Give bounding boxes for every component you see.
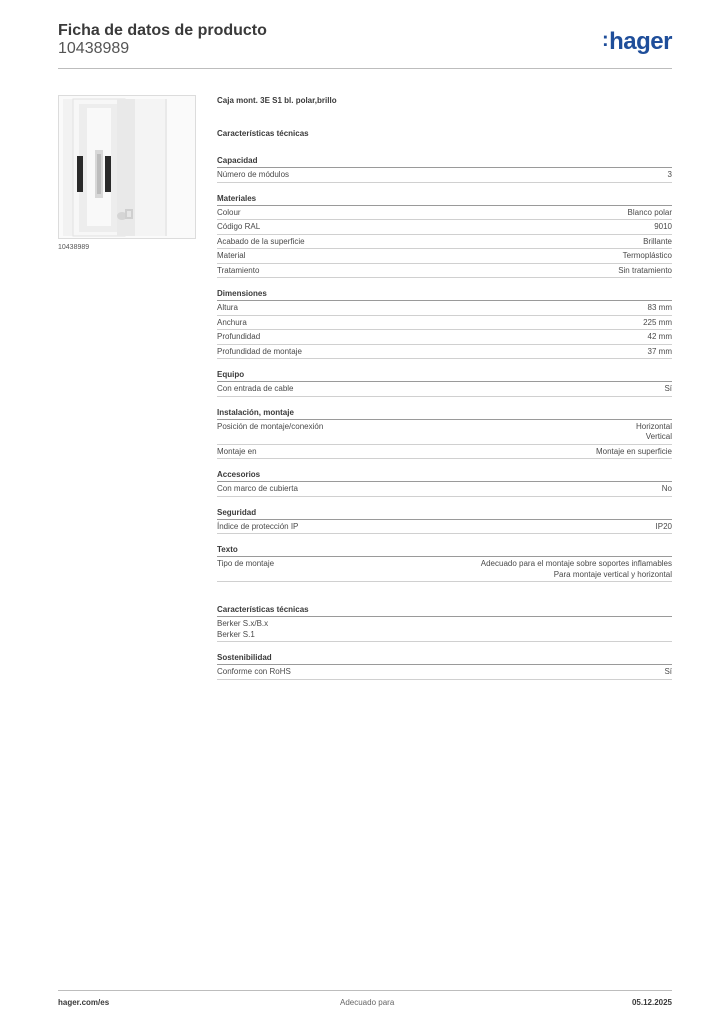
section-tech-specs-2 — [217, 604, 672, 642]
spec-label: Índice de protección IP — [217, 521, 299, 531]
spec-label: Con entrada de cable — [217, 384, 294, 393]
compat-list — [217, 617, 672, 642]
header-divider — [58, 68, 672, 69]
spec-value: Sin tratamiento — [618, 265, 672, 275]
section-capacidad — [217, 155, 672, 183]
spec-value: 225 mm — [643, 317, 672, 327]
spec-value: Sí — [664, 667, 672, 676]
spec-label: Conforme con RoHS — [217, 667, 291, 676]
section-title: Dimensiones — [217, 288, 672, 301]
spec-value — [481, 559, 672, 580]
section-title: Materiales — [217, 193, 672, 206]
section-title: Capacidad — [217, 155, 672, 168]
compat-line: Berker S.1 — [217, 629, 255, 639]
spec-value: Montaje en superficie — [595, 446, 672, 456]
spec-label: Número de módulos — [217, 170, 290, 179]
spec-row — [217, 235, 672, 250]
spec-row — [217, 316, 672, 331]
spec-value: Sí — [664, 384, 672, 393]
section-instalacion — [217, 407, 672, 460]
spec-content — [217, 96, 672, 690]
spec-value: Brillante — [643, 236, 672, 246]
spec-value: 9010 — [654, 222, 672, 231]
section-title: Seguridad — [217, 507, 672, 520]
footer-divider — [58, 990, 672, 991]
spec-row — [217, 520, 672, 535]
spec-label: Profundidad — [217, 332, 261, 341]
spec-row — [217, 420, 672, 445]
spec-value: Termoplástico — [622, 251, 672, 260]
spec-value: IP20 — [655, 521, 672, 531]
section-texto — [217, 544, 672, 582]
spec-label: Anchura — [217, 317, 247, 327]
footer-website-link[interactable]: hager.com/es — [58, 998, 110, 1007]
section-title: Equipo — [217, 369, 672, 382]
section-seguridad — [217, 507, 672, 535]
spec-value-line: Para montaje vertical y horizontal — [553, 569, 672, 579]
spec-label: Material — [217, 251, 246, 260]
spec-row — [217, 249, 672, 264]
spec-label: Acabado de la superficie — [217, 236, 305, 246]
compat-line: Berker S.x/B.x — [217, 619, 269, 628]
spec-row — [217, 301, 672, 316]
spec-value-line: Horizontal — [635, 421, 672, 431]
spec-value: Blanco polar — [627, 207, 672, 217]
spec-row — [217, 330, 672, 345]
section-title: Accesorios — [217, 469, 672, 482]
spec-value — [636, 422, 672, 443]
section-sostenibilidad — [217, 652, 672, 680]
section-title: Características técnicas — [217, 604, 672, 617]
spec-row — [217, 345, 672, 360]
product-box-illustration — [59, 96, 195, 238]
spec-value: 42 mm — [647, 332, 672, 341]
document-number: 10438989 — [58, 40, 130, 57]
spec-label: Tipo de montaje — [217, 559, 275, 568]
spec-label: Montaje en — [217, 446, 257, 456]
footer-date: 05.12.2025 — [631, 998, 672, 1007]
spec-value: 3 — [667, 170, 672, 179]
section-accesorios — [217, 469, 672, 497]
section-title: Instalación, montaje — [217, 407, 672, 420]
spec-row — [217, 482, 672, 497]
spec-value-line: Adecuado para el montaje sobre soportes inflamables — [480, 559, 672, 568]
page-header — [58, 22, 672, 70]
spec-value: No — [661, 484, 672, 493]
spec-label: Código RAL — [217, 222, 261, 231]
spec-row — [217, 382, 672, 397]
spec-value: 83 mm — [647, 303, 672, 312]
spec-value-line: Vertical — [645, 432, 672, 441]
spec-label: Altura — [217, 303, 238, 312]
spec-label: Colour — [217, 207, 241, 217]
section-materiales — [217, 193, 672, 279]
spec-row — [217, 168, 672, 183]
spec-label: Tratamiento — [217, 265, 260, 275]
spec-label: Posición de montaje/conexión — [217, 421, 324, 431]
spec-row — [217, 206, 672, 221]
product-image — [58, 95, 196, 239]
image-caption: 10438989 — [58, 244, 90, 251]
footer-center-text: Adecuado para — [340, 998, 395, 1007]
spec-label: Profundidad de montaje — [217, 346, 302, 356]
spec-row — [217, 264, 672, 279]
hager-logo: :hager — [601, 28, 672, 55]
section-title: Texto — [217, 544, 672, 557]
tech-specs-heading: Características técnicas — [217, 129, 309, 138]
spec-row — [217, 220, 672, 235]
spec-row — [217, 665, 672, 680]
document-title: Ficha de datos de producto — [58, 22, 267, 39]
section-equipo — [217, 369, 672, 397]
spec-row — [217, 557, 672, 582]
section-dimensiones — [217, 288, 672, 359]
spec-value: 37 mm — [647, 346, 672, 356]
section-title: Sostenibilidad — [217, 652, 672, 665]
spec-row — [217, 445, 672, 460]
spec-label: Con marco de cubierta — [217, 484, 298, 493]
product-name: Caja mont. 3E S1 bl. polar,brillo — [217, 96, 337, 105]
